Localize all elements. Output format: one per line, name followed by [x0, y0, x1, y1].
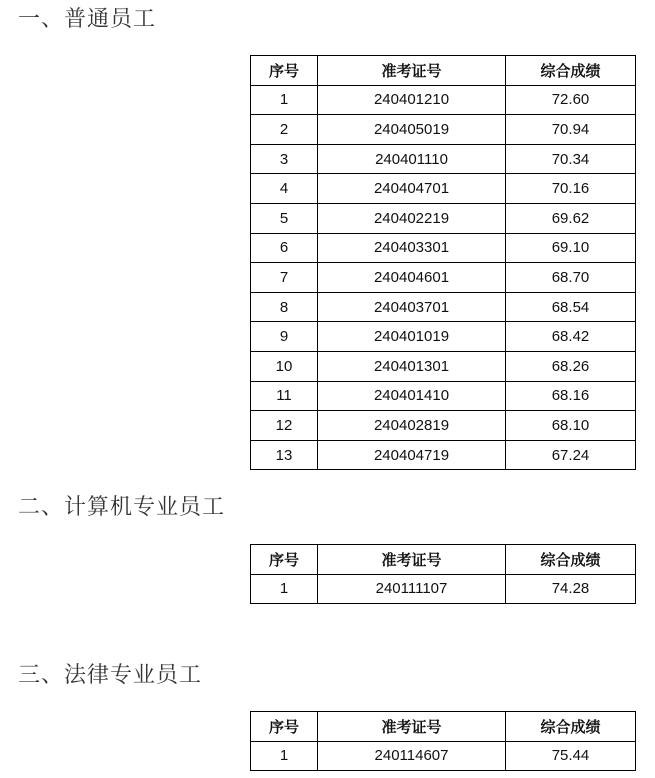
cell-score: 68.16	[506, 381, 636, 411]
table-header-row	[251, 545, 636, 575]
cell-seq: 6	[251, 233, 318, 263]
table-row	[251, 381, 636, 411]
section-title-general-staff: 一、普通员工	[18, 7, 157, 32]
table-row	[251, 322, 636, 352]
header-ticket-number: 准考证号	[318, 545, 506, 575]
cell-seq: 2	[251, 115, 318, 145]
cell-score: 70.94	[506, 115, 636, 145]
cell-ticket-number: 240401110	[318, 144, 506, 174]
cell-score: 69.10	[506, 233, 636, 263]
cell-seq: 1	[251, 741, 318, 771]
cell-score: 75.44	[506, 741, 636, 771]
cell-score: 70.16	[506, 174, 636, 204]
cell-score: 68.54	[506, 292, 636, 322]
cell-seq: 8	[251, 292, 318, 322]
table-header-row	[251, 56, 636, 86]
header-composite-score: 综合成绩	[506, 56, 636, 86]
cell-ticket-number: 240404719	[318, 440, 506, 470]
table-row	[251, 741, 636, 771]
cell-score: 68.42	[506, 322, 636, 352]
table-row	[251, 440, 636, 470]
cell-ticket-number: 240401019	[318, 322, 506, 352]
table-row	[251, 574, 636, 604]
table-row	[251, 174, 636, 204]
table-row	[251, 411, 636, 441]
cell-score: 68.70	[506, 263, 636, 293]
cell-ticket-number: 240403301	[318, 233, 506, 263]
header-composite-score: 综合成绩	[506, 712, 636, 742]
table-row	[251, 115, 636, 145]
cell-ticket-number: 240403701	[318, 292, 506, 322]
table-row	[251, 233, 636, 263]
table-row	[251, 144, 636, 174]
cell-ticket-number: 240404601	[318, 263, 506, 293]
cell-score: 68.26	[506, 351, 636, 381]
header-ticket-number: 准考证号	[318, 56, 506, 86]
cell-score: 67.24	[506, 440, 636, 470]
cell-ticket-number: 240401210	[318, 85, 506, 115]
cell-score: 72.60	[506, 85, 636, 115]
cell-score: 68.10	[506, 411, 636, 441]
cell-seq: 12	[251, 411, 318, 441]
cell-score: 70.34	[506, 144, 636, 174]
table-row	[251, 351, 636, 381]
score-table-law-staff	[250, 711, 636, 771]
score-table-computer-staff	[250, 544, 636, 604]
score-table-general-staff	[250, 55, 636, 470]
table-row	[251, 292, 636, 322]
cell-score: 74.28	[506, 574, 636, 604]
cell-ticket-number: 240111107	[318, 574, 506, 604]
cell-seq: 11	[251, 381, 318, 411]
table-header-row	[251, 712, 636, 742]
table-row	[251, 263, 636, 293]
cell-seq: 1	[251, 85, 318, 115]
cell-seq: 4	[251, 174, 318, 204]
cell-seq: 10	[251, 351, 318, 381]
cell-seq: 9	[251, 322, 318, 352]
header-composite-score: 综合成绩	[506, 545, 636, 575]
table-row	[251, 85, 636, 115]
header-seq: 序号	[251, 545, 318, 575]
header-seq: 序号	[251, 56, 318, 86]
cell-ticket-number: 240405019	[318, 115, 506, 145]
cell-score: 69.62	[506, 203, 636, 233]
cell-ticket-number: 240404701	[318, 174, 506, 204]
cell-ticket-number: 240402819	[318, 411, 506, 441]
cell-seq: 5	[251, 203, 318, 233]
header-ticket-number: 准考证号	[318, 712, 506, 742]
cell-ticket-number: 240402219	[318, 203, 506, 233]
cell-ticket-number: 240401410	[318, 381, 506, 411]
cell-seq: 7	[251, 263, 318, 293]
section-title-computer-staff: 二、计算机专业员工	[18, 495, 226, 520]
cell-seq: 3	[251, 144, 318, 174]
section-title-law-staff: 三、法律专业员工	[18, 663, 203, 688]
cell-seq: 13	[251, 440, 318, 470]
cell-ticket-number: 240401301	[318, 351, 506, 381]
cell-seq: 1	[251, 574, 318, 604]
header-seq: 序号	[251, 712, 318, 742]
table-row	[251, 203, 636, 233]
cell-ticket-number: 240114607	[318, 741, 506, 771]
